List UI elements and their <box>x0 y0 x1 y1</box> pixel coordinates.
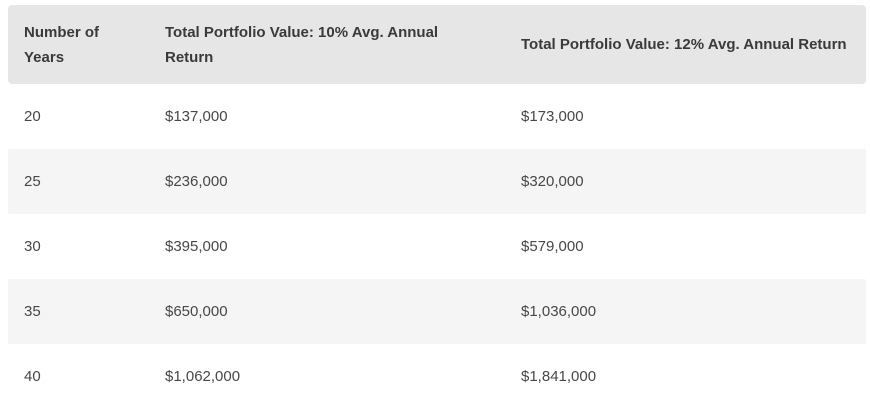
table-header-row <box>8 5 866 84</box>
cell-value-10pct: $650,000 <box>165 302 228 320</box>
cell-value-10pct: $236,000 <box>165 172 228 190</box>
table-row <box>8 344 866 409</box>
cell-value-10pct: $1,062,000 <box>165 367 241 385</box>
col-header-12pct-return: Total Portfolio Value: 12% Avg. Annual Return <box>521 36 847 53</box>
cell-value-12pct: $1,036,000 <box>521 302 597 320</box>
cell-value-10pct: $137,000 <box>165 107 228 125</box>
cell-value-12pct: $320,000 <box>521 172 584 190</box>
col-header-number-of-years: Number of Years <box>24 23 99 66</box>
cell-years: 25 <box>24 172 41 190</box>
table-row <box>8 214 866 279</box>
cell-value-12pct: $579,000 <box>521 237 584 255</box>
cell-years: 40 <box>24 367 41 385</box>
cell-years: 35 <box>24 302 41 320</box>
cell-value-10pct: $395,000 <box>165 237 228 255</box>
col-header-10pct-return: Total Portfolio Value: 10% Avg. Annual Return <box>165 23 439 66</box>
table-row <box>8 279 866 344</box>
portfolio-value-table <box>8 5 866 409</box>
cell-years: 30 <box>24 237 41 255</box>
table-row <box>8 84 866 149</box>
table-row <box>8 149 866 214</box>
cell-value-12pct: $1,841,000 <box>521 367 597 385</box>
cell-years: 20 <box>24 107 41 125</box>
cell-value-12pct: $173,000 <box>521 107 584 125</box>
